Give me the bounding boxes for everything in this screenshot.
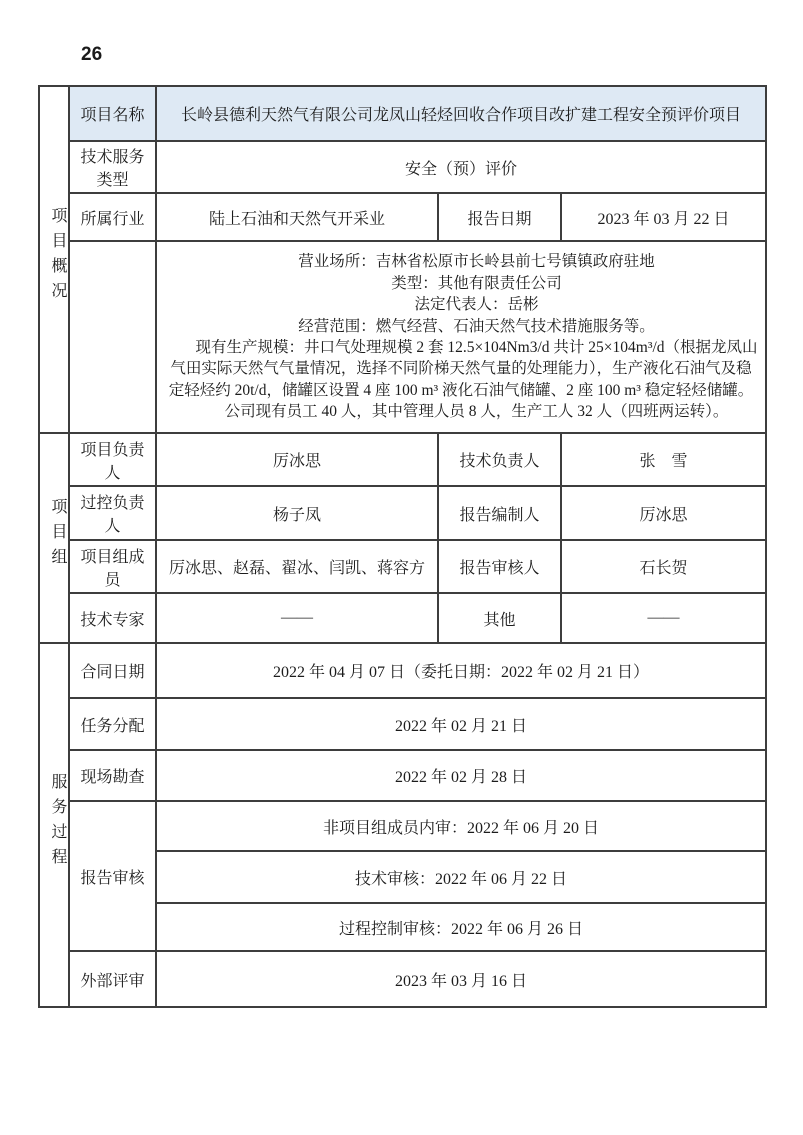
company-profile-line: 公司现有员工 40 人，其中管理人员 8 人，生产工人 32 人（四班两运转）。 [224,403,729,421]
tech-leader-value: 张 雪 [561,433,766,486]
company-profile-label-empty [69,241,156,433]
row-team-members [39,540,766,593]
section-label-process: 服务过程 [49,772,66,873]
tech-experts-label: 技术专家 [69,593,156,643]
company-profile-line: 法定代表人：岳彬 [414,296,539,314]
row-contract-date [39,643,766,698]
process-control-leader-label: 过控负责人 [69,486,156,540]
external-review-value: 2023 年 03 月 16 日 [156,951,766,1007]
tech-leader-label: 技术负责人 [438,433,561,486]
other-label: 其他 [438,593,561,643]
tech-experts-value: —— [156,593,438,643]
contract-date-label: 合同日期 [69,643,156,698]
task-assignment-label: 任务分配 [69,698,156,750]
project-info-table [38,85,767,1008]
row-external-review [39,951,766,1007]
report-compiler-label: 报告编制人 [438,486,561,540]
report-reviewer-label: 报告审核人 [438,540,561,593]
report-date-label: 报告日期 [438,193,561,241]
company-profile-text [156,241,766,433]
row-project-leader [39,433,766,486]
row-report-review-1 [39,801,766,851]
company-profile-line: 现有生产规模：井口气处理规模 2 套 12.5×104Nm3/d 共计 25×104m³/d（根据龙凤山气田实际天然气气量情况，选择不同阶梯天然气量的处理能力），生产液化石油气及稳定轻烃约 20t/d，储罐区设置 4 座 100 m³ 液化石油气储罐、2 座 100 m³ 稳定轻烃储罐。 [168,339,758,399]
report-reviewer-value: 石长贺 [561,540,766,593]
row-process-control-leader [39,486,766,540]
row-company-profile [39,241,766,433]
report-date-value: 2023 年 03 月 22 日 [561,193,766,241]
section-cell-overview [39,86,69,433]
company-profile-line: 类型：其他有限责任公司 [391,274,562,292]
site-survey-label: 现场勘查 [69,750,156,801]
report-review-process-control: 过程控制审核：2022 年 06 月 26 日 [156,903,766,951]
external-review-label: 外部评审 [69,951,156,1007]
other-value: —— [561,593,766,643]
report-review-internal: 非项目组成员内审：2022 年 06 月 20 日 [156,801,766,851]
project-leader-value: 厉冰思 [156,433,438,486]
industry-value: 陆上石油和天然气开采业 [156,193,438,241]
company-profile-line: 营业场所：吉林省松原市长岭县前七号镇镇政府驻地 [298,253,655,271]
service-type-label: 技术服务类型 [69,141,156,193]
report-compiler-value: 厉冰思 [561,486,766,540]
project-name-label: 项目名称 [69,86,156,141]
row-tech-experts [39,593,766,643]
report-review-technical: 技术审核：2022 年 06 月 22 日 [156,851,766,903]
row-task-assignment [39,698,766,750]
row-site-survey [39,750,766,801]
row-industry [39,193,766,241]
row-service-type [39,141,766,193]
service-type-value: 安全（预）评价 [156,141,766,193]
project-name-value: 长岭县德利天然气有限公司龙凤山轻烃回收合作项目改扩建工程安全预评价项目 [156,86,766,141]
section-cell-team [39,433,69,643]
contract-date-value: 2022 年 04 月 07 日（委托日期：2022 年 02 月 21 日） [156,643,766,698]
task-assignment-value: 2022 年 02 月 21 日 [156,698,766,750]
site-survey-value: 2022 年 02 月 28 日 [156,750,766,801]
team-members-value: 厉冰思、赵磊、翟冰、闫凯、蒋容方 [156,540,438,593]
row-project-name [39,86,766,141]
section-label-overview: 项目概况 [49,207,66,307]
page-number: 26 [81,44,103,65]
team-members-label: 项目组成员 [69,540,156,593]
process-control-leader-value: 杨子凤 [156,486,438,540]
report-review-label: 报告审核 [69,801,156,951]
section-cell-process [39,643,69,1007]
section-label-team: 项目组 [49,498,66,573]
company-profile-line: 经营范围：燃气经营、石油天然气技术措施服务等。 [298,317,655,335]
industry-label: 所属行业 [69,193,156,241]
project-leader-label: 项目负责人 [69,433,156,486]
